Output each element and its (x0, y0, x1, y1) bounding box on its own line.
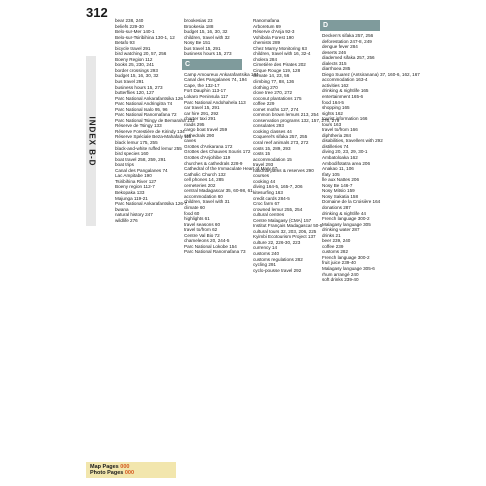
index-entry: diarrhoea 285 (322, 66, 351, 72)
photo-pages-label: Photo Pages (90, 470, 124, 476)
index-entry: rhum arrangé 240 (322, 271, 359, 277)
index-entry: clothing 270 (253, 84, 278, 90)
index-entry: beliefs 229-30 (115, 23, 144, 29)
index-entry: cargo boat travel 259 (184, 127, 228, 133)
index-entry: Boeny Region 112 (115, 56, 153, 62)
map-pages-label: Map Pages (90, 464, 119, 470)
index-entry: drinks 21 (322, 232, 341, 238)
index-entry: Cape, the 132-17 (184, 82, 220, 88)
index-entry: Lokaro Peninsula 117 (184, 94, 229, 100)
index-entry: accommodation 60 (184, 193, 223, 199)
index-entry: coffee 229 (253, 101, 275, 107)
index-entry: Grottes d'Anjohibe 119 (184, 155, 231, 161)
index-entry: books 25, 230, 241 (115, 62, 155, 68)
index-entry: Grottes des Chauves Souris 172 (184, 149, 251, 155)
index-entry: budget 15, 16, 30, 32 (184, 29, 228, 35)
index-entry: Bekopaka 133 (115, 189, 145, 195)
index-entry: food 60 (184, 210, 200, 216)
index-entry: caves (184, 138, 197, 144)
index-entry: Chez Marny Monitoring 63 (253, 45, 307, 51)
index-entry: charter taxi 291 (184, 116, 216, 122)
index-entry: black lemur 175, 255 (115, 140, 158, 146)
index-entry: drinking water 287 (322, 227, 360, 233)
index-entry: cathedrals 290 (184, 132, 215, 138)
index-entry: Parc National Ankarafantsika 126 (115, 95, 183, 101)
index-entry: accommodation 163-4 (322, 77, 368, 83)
index-entry: Île aux Nattes 206 (322, 177, 360, 183)
index-entry: Centre Val Bio 72 (184, 232, 220, 238)
index-entry: Parc National Ranomafana 73 (184, 249, 246, 255)
index-entry: beer 239, 240 (322, 238, 351, 244)
index-entry: Nosy Mitsio 159 (322, 188, 355, 194)
index-entry: business hours 15, 273 (115, 84, 163, 90)
index-entry: fruit juice 239-40 (322, 260, 356, 266)
index-entry: courses (253, 173, 270, 179)
index-entry: comet moths 127, 274 (253, 106, 299, 112)
index-entry: soft drinks 239-40 (322, 277, 359, 283)
index-entry: butterflies 120, 127 (115, 90, 155, 96)
index-entry: Lac Ampitabe 190 (115, 173, 152, 179)
index-entry: bus travel 15, 291 (184, 45, 221, 51)
index-entry: cooking classes 44 (253, 128, 292, 134)
index-entry: Parc National Tsingy de Bemaraha 133 (115, 117, 195, 123)
side-tab-label (86, 56, 98, 226)
index-entry: children, travel with 16, 32-4 (253, 51, 311, 57)
index-entry: natural history 247 (115, 212, 153, 218)
index-entry: brookesias 23 (184, 18, 213, 23)
index-entry: bicycle travel 291 (115, 45, 151, 51)
index-entry: diademed sifaka 257, 256 (322, 55, 375, 61)
index-entry: Catholic Church 132 (184, 171, 226, 177)
index-entry: budget 15, 16, 30, 32 (115, 73, 159, 79)
index-entry: cell phones 14, 285 (184, 177, 224, 183)
side-tab-label-text: INDEX B-D (87, 116, 97, 166)
index-entry: Coquerel's sifaka 257, 255 (253, 134, 308, 140)
index-entry: Réserve Forestière de Kirindy 134 (115, 128, 185, 134)
index-entry: clove tree 270, 272 (253, 90, 293, 96)
index-entry: highlights 61 (184, 216, 210, 222)
index-entry: Malagasy language 305 (322, 221, 371, 227)
index-entry: business hours 15, 273 (184, 51, 232, 57)
index-entry: climate 60 (184, 204, 205, 210)
index-entry: Domaine de la Croisière 164 (322, 199, 381, 205)
index-entry: bear 238, 240 (115, 18, 144, 23)
index-entry: common brown lemurs 213, 254 (253, 112, 319, 118)
index-entry: deserts 246 (322, 49, 347, 55)
index-entry: Vohibola Forest 190 (253, 34, 294, 40)
index-entry: children, travel with 31 (184, 199, 230, 205)
photo-pages-row (90, 470, 172, 476)
index-entry: Majunga 119-21 (115, 195, 148, 201)
index-entry: Belo-sur-Mer 140-1 (115, 29, 155, 35)
index-entry: Arboretum 69 (253, 23, 281, 29)
index-entry: boat trips (115, 162, 134, 168)
index-entry: customs 282 (322, 249, 349, 255)
index-entry: Anakao 11, 106 (322, 166, 354, 172)
index-entry: climate 14, 23, 56 (253, 73, 290, 79)
index-entry: Brookesia 188 (184, 23, 214, 29)
index-entry: Canal des Pangalanes 74, 194 (184, 77, 247, 83)
index-entry: tourist information 166 (322, 116, 368, 122)
section-letter-heading: C (182, 59, 242, 70)
index-entry: Parc National Andringitra 74 (115, 101, 173, 107)
index-entry: boat travel 258, 259, 291 (115, 156, 166, 162)
index-entry: Institut Français Madagascar 50-5 (253, 223, 323, 229)
index-entry: tours 163 (322, 121, 342, 127)
index-entry: Belo-sur-Tsiribihina 130-1, 12 (115, 34, 175, 40)
index-entry: deforestation 247-8, 249 (322, 38, 372, 44)
index-entry: Diego Suarez (Antsiranana) 37, 160-6, 162, 167 (322, 71, 420, 77)
index-entry: Nosy Be 151 (184, 40, 211, 46)
index-entry: bus travel 291 (115, 79, 144, 85)
index-entry: chameleons 20, 244-5 (184, 238, 230, 244)
index-entry: Réserve de Tsingy 133 (115, 123, 162, 129)
index-entry: climbing 77, 88, 136 (253, 79, 295, 85)
index-entry: travel to/from 166 (322, 127, 358, 133)
photo-pages-number: 000 (124, 470, 135, 476)
index-entry: roads 295 (184, 121, 205, 127)
index-entry: Grottes d'Ankarana 172 (184, 143, 233, 149)
index-entry: crowned lemur 255, 254 (253, 206, 303, 212)
index-entry: Camp Amoureux Ankarafantsika 164 (184, 71, 259, 77)
index-entry: diving 20, 23, 29, 30-1 (322, 149, 368, 155)
index-entry: Ifaty 105 (322, 171, 340, 177)
index-entry: consulates 293 (253, 123, 284, 129)
index-entry: Boeny region 112-7 (115, 184, 155, 190)
index-entry: conservation programs 132, 157, 276, 279 (253, 117, 340, 123)
index-entry: Ranomafana (253, 18, 280, 23)
index-entry: wildlife 276 (115, 217, 138, 223)
index-entry: Cirque Rouge 119, 128 (253, 67, 301, 73)
index-entry: Croc farm 67 (253, 201, 280, 207)
index-entry: cemeteries 202 (184, 182, 216, 188)
section-letter-heading: D (320, 20, 380, 31)
index-entry: Cimetière des Pirates 202 (253, 62, 306, 68)
index-entry: Cathedral of the Immaculate Heart of Mary 67 (184, 166, 278, 172)
index-entry: French language 300-2 (322, 216, 370, 222)
index-entry: disabilities, travellers with 292 (322, 138, 383, 144)
page-number: 312 (86, 5, 108, 20)
index-entry: Parc National Ankarafantsika 126-7 (115, 201, 188, 207)
index-entry: cultural centres (253, 212, 285, 218)
index-entry: kitesurfing 163 (253, 189, 283, 195)
index-entry: Fort Dauphin 113-17 (184, 88, 226, 94)
index-entry: Parc National Lokobe 154 (184, 243, 237, 249)
index-entry: churches & cathedrals 228-9 (184, 160, 243, 166)
index-entry: Decken's sifaka 257, 256 (322, 33, 374, 38)
index-column-4 (322, 18, 420, 283)
index-entry: credit cards 284-5 (253, 195, 290, 201)
index-entry: Ambodifotatra area 206 (322, 160, 371, 166)
footer-legend (86, 462, 176, 478)
index-entry: dengue fever 284 (322, 44, 358, 50)
index-entry: entertainment 165-6 (322, 94, 364, 100)
index-entry: dialects 315 (322, 60, 347, 66)
index-entry: cultural tours 32, 203, 206, 225 (253, 228, 317, 234)
index-entry: cooking 44 (253, 178, 276, 184)
index-entry: national parks & reserves 290 (253, 167, 314, 173)
index-entry: central Madagascar 35, 60-98, 61 (184, 188, 253, 194)
index-entry: diving 164-5, 165-7, 206 (253, 184, 303, 190)
index-entry: children, travel with 32 (184, 34, 230, 40)
index-entry: cholera 284 (253, 56, 278, 62)
index-entry: Centre Malagasy (CMA) 157 (253, 217, 312, 223)
index-entry: coral reef animals 273, 272 (253, 140, 309, 146)
index-entry: Canal des Pangalanes 74 (115, 167, 168, 173)
index-entry: Parc National Andohahela 113 (184, 99, 246, 105)
index-entry: travel 293 (253, 162, 274, 168)
index-entry: Parc National Isalo 95, 96 (115, 106, 168, 112)
index-entry: bird species 160 (115, 151, 149, 157)
index-entry: Parc National Ranomafana 72 (115, 112, 177, 118)
index-entry: customs regulations 282 (253, 256, 303, 262)
index-entry: coffee 239 (322, 243, 344, 249)
index-entry: Réserve d'Anja 92-3 (253, 29, 295, 35)
index-entry: coconut plantations 175 (253, 95, 302, 101)
index-entry: car travel 15, 291 (184, 105, 220, 111)
index-entry: currency 14 (253, 245, 278, 251)
index-entry: drinking & nightlife 44 (322, 210, 366, 216)
index-entry: Tsiribihina River 127 (115, 178, 157, 184)
index-entry: costs 15, 289, 293 (253, 145, 291, 151)
index-entry: travel to/from 62 (184, 227, 218, 233)
index-entry: Réserve Spéciale Beza-Mahafaly 111 (115, 134, 192, 140)
index-entry: border crossings 293 (115, 67, 158, 73)
index-entry: donations 287 (322, 204, 351, 210)
map-pages-number: 000 (120, 464, 130, 470)
index-entry: cycling 291 (253, 262, 276, 268)
index-entry: costs 15 (253, 151, 271, 157)
index-entry: bird watching 20, 57, 256 (115, 51, 167, 57)
index-entry: Nosy Be 146-7 (322, 182, 353, 188)
index-entry: Malagasy language 305-6 (322, 265, 375, 271)
index-entry: shopping 165 (322, 105, 350, 111)
index-entry: Nosy Sakatia 158 (322, 193, 359, 199)
index-entry: customs 240 (253, 250, 280, 256)
index-entry: bwana (115, 206, 129, 212)
index-entry: black-and-white ruffed lemur 255 (115, 145, 182, 151)
index-entry: drinking & nightlife 165 (322, 88, 369, 94)
index-entry: accommodation 15 (253, 156, 292, 162)
index-entry: cyclo-pousse travel 292 (253, 267, 302, 273)
index-entry: culture 22, 226-30, 223 (253, 239, 301, 245)
index-entry: Ambatoloaka 162 (322, 155, 358, 161)
index-entry: chemists 289 (253, 40, 281, 46)
index-entry: sights 162 (322, 110, 343, 116)
index-entry: French language 300-2 (322, 254, 370, 260)
index-entry: activities 162 (322, 82, 349, 88)
index-entry: car hire 291, 292 (184, 110, 219, 116)
index-entry: Kyimbi Ecotourism Project 137 (253, 234, 316, 240)
index-entry: travel seasons 60 (184, 221, 221, 227)
index-entry: Betafo 93 (115, 40, 135, 46)
index-entry: distilleries 74 (322, 143, 349, 149)
index-entry: diphtheria 284 (322, 132, 352, 138)
index-entry: food 164-5 (322, 99, 344, 105)
